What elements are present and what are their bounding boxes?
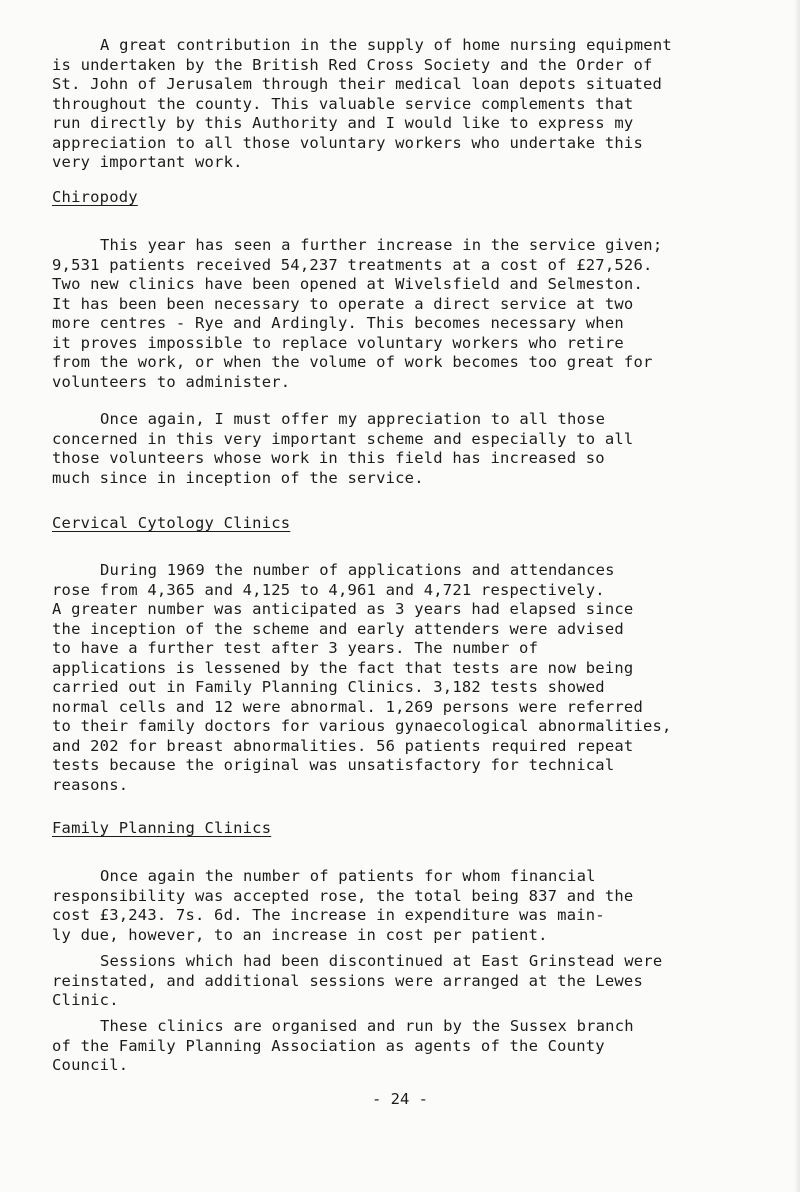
text-line: those volunteers whose work in this field has increased so — [52, 449, 605, 467]
section-heading-chiropody: Chiropody — [52, 188, 138, 206]
text-line: from the work, or when the volume of work becomes too great for — [52, 353, 653, 371]
text-line: normal cells and 12 were abnormal. 1,269 persons were referred — [52, 697, 643, 716]
text-line: cost £3,243. 7s. 6d. The increase in expenditure was main- — [52, 906, 605, 924]
text-line: volunteers to administer. — [52, 372, 291, 391]
chiropody-paragraph-1 — [52, 236, 762, 392]
text-line: throughout the county. This valuable service complements that — [52, 94, 634, 113]
text-line: Clinic. — [52, 991, 119, 1009]
text-line: the inception of the scheme and early attenders were advised — [52, 619, 624, 638]
cervical-cytology-paragraph — [52, 561, 762, 795]
text-line: Sessions which had been discontinued at East Grinstead were — [100, 952, 663, 970]
text-line: reasons. — [52, 775, 129, 794]
text-line: A greater number was anticipated as 3 years had elapsed since — [52, 600, 634, 618]
text-line: to their family doctors for various gynaecological abnormalities, — [52, 717, 672, 735]
text-line: 9,531 patients received 54,237 treatments at a cost of £27,526. — [52, 255, 653, 274]
text-line: responsibility was accepted rose, the total being 837 and the — [52, 886, 634, 905]
text-line: run directly by this Authority and I would like to express my — [52, 114, 634, 132]
family-planning-paragraph-2 — [52, 952, 762, 1011]
text-line: Once again the number of patients for whom financial — [100, 867, 596, 885]
text-line: Two new clinics have been opened at Wivelsfield and Selmeston. — [52, 275, 643, 293]
text-line: Council. — [52, 1056, 129, 1074]
text-line: appreciation to all those voluntary workers who undertake this — [52, 133, 643, 152]
text-line: much since in inception of the service. — [52, 468, 424, 487]
text-line: reinstated, and additional sessions were arranged at the Lewes — [52, 971, 643, 990]
page-number: - 24 - — [372, 1090, 428, 1108]
text-line: applications is lessened by the fact that tests are now being — [52, 658, 634, 677]
text-line: carried out in Family Planning Clinics. 3,182 tests showed — [52, 678, 605, 696]
text-line: is undertaken by the British Red Cross Society and the Order of — [52, 55, 653, 74]
text-line: concerned in this very important scheme and especially to all — [52, 429, 634, 448]
text-line: These clinics are organised and run by the Sussex branch — [100, 1017, 634, 1035]
text-line: During 1969 the number of applications and attendances — [100, 561, 615, 579]
text-line: It has been been necessary to operate a direct service at two — [52, 294, 634, 313]
page-edge-shadow — [794, 0, 800, 1192]
text-line: of the Family Planning Association as agents of the County — [52, 1036, 605, 1055]
text-line: This year has seen a further increase in the service given; — [100, 236, 663, 254]
text-line: St. John of Jerusalem through their medical loan depots situated — [52, 75, 663, 93]
text-line: and 202 for breast abnormalities. 56 patients required repeat — [52, 736, 634, 755]
text-line: very important work. — [52, 153, 243, 171]
section-heading-family-planning: Family Planning Clinics — [52, 819, 272, 837]
text-line: it proves impossible to replace voluntary workers who retire — [52, 333, 624, 352]
text-line: tests because the original was unsatisfactory for technical — [52, 756, 615, 774]
text-line: Once again, I must offer my appreciation to all those — [100, 410, 606, 428]
text-line: ly due, however, to an increase in cost per patient. — [52, 925, 548, 944]
text-line: A great contribution in the supply of home nursing equipment — [100, 36, 672, 54]
chiropody-paragraph-2 — [52, 410, 762, 488]
text-line: more centres - Rye and Ardingly. This becomes necessary when — [52, 314, 624, 332]
text-line: rose from 4,365 and 4,125 to 4,961 and 4,721 respectively. — [52, 580, 605, 599]
family-planning-paragraph-1 — [52, 867, 762, 945]
family-planning-paragraph-3 — [52, 1017, 762, 1076]
intro-paragraph — [52, 36, 762, 173]
section-heading-cervical-cytology: Cervical Cytology Clinics — [52, 514, 291, 532]
text-line: to have a further test after 3 years. The number of — [52, 639, 539, 657]
